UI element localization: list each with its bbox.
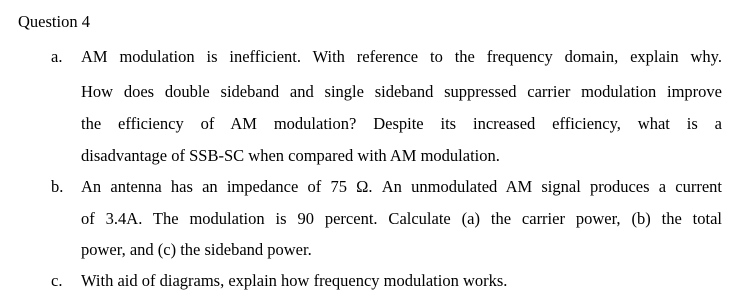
part-c-line-1: With aid of diagrams, explain how frequency modulation works.: [81, 271, 508, 290]
part-b-line-3: power, and (c) the sideband power.: [81, 240, 312, 259]
part-b-line-2: of 3.4A. The modulation is 90 percent. Calculate (a) the carrier power, (b) the total: [81, 209, 722, 228]
part-b-line-1: An antenna has an impedance of 75 Ω. An unmodulated AM signal produces a current: [81, 177, 722, 196]
part-a-line-1: AM modulation is inefficient. With reference to the frequency domain, explain why.: [81, 47, 722, 66]
part-a-line-2: How does double sideband and single sideband suppressed carrier modulation improve: [81, 82, 722, 101]
part-a-line-3: the efficiency of AM modulation? Despite its increased efficiency, what is a: [81, 114, 722, 133]
question-heading: Question 4: [18, 12, 90, 31]
part-a-marker: a.: [51, 47, 63, 66]
part-c-marker: c.: [51, 271, 63, 290]
part-b-marker: b.: [51, 177, 64, 196]
part-a-line-4: disadvantage of SSB-SC when compared with AM modulation.: [81, 146, 500, 165]
